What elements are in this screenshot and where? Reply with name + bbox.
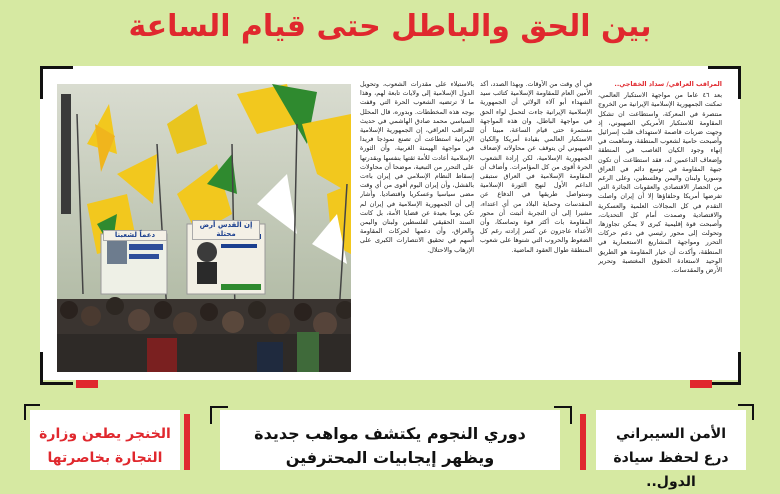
frame-tab-right (690, 380, 712, 388)
teaser-right[interactable] (596, 410, 746, 490)
article-column-3-text: بالاستيلاء على مقدرات الشعوب، وتحويل الدول الإسلامية إلى ولايات تابعة لهم، وهذا ما لا ترتضيه الشعوب الحرة التي وقفت بوجه هذه المخططات. وبدوره، قال المحلل السياسي محمد صادق الهاشمي في حديث للمراقب العراقي، إن الجمهورية الإسلامية الإيرانية استطاعت أن تصنع نموذجا فريدا في مواجهة الهيمنة الغربية، وأن الثورة الإسلامية أعادت للأمة ثقتها بنفسها وبقدرتها على التحرر من التبعية، موضحا أن محاولات إسقاط النظام الإسلامي في إيران باءت بالفشل، وأن إيران اليوم أقوى من أي وقت مضى سياسيا وعسكريا واقتصاديا. وأشار إلى أن الجمهورية الإسلامية في إيران لم تكن يوما بعيدة عن قضايا الأمة، بل كانت السند الحقيقي لفلسطين ولبنان واليمن والعراق، وأن دعمها لحركات المقاومة أسهم في تحقيق الانتصارات الكبرى على الإرهاب والاحتلال. (360, 80, 474, 254)
teaser-right-accent-bar (580, 414, 586, 470)
page-headline: بين الحق والباطل حتى قيام الساعة (128, 9, 652, 44)
teaser-right-corner (738, 404, 754, 420)
teaser-right-title[interactable]: الأمن السيبراني درع لحفظ سيادة الدول.. (613, 426, 729, 490)
article-column-2 (480, 80, 592, 376)
teaser-center-title[interactable]: دوري النجوم يكتشف مواهب جديدة ويظهر إيجابيات المحترفين (254, 424, 526, 467)
teaser-left[interactable] (30, 410, 180, 470)
teaser-left-title[interactable]: الخنجر يطعن وزارة التجارة بخاصرتها (39, 426, 171, 466)
photo-sign-jerusalem: إن القدس أرض محتلة (192, 220, 260, 240)
teaser-center[interactable] (220, 410, 560, 470)
article-byline: المراقب العراقي/ سداد الخفاجي.. (614, 80, 722, 88)
article-photo (57, 84, 351, 372)
photo-sign-support: دعماً لشعبنا (103, 230, 167, 241)
crowd (57, 297, 351, 372)
frame-tab-left (76, 380, 98, 388)
article-column-3 (360, 80, 474, 376)
teaser-left-accent-bar (184, 414, 190, 470)
article-column-1-text: بعد ٤٦ عاما من مواجهة الاستكبار العالمي، تمكنت الجمهورية الإسلامية الإيرانية من الخروج منتصرة في المعركة، واستطاعت ان تشكل المقاومة للاستكبار الأمريكي الصهيوني، إذ وجهت ضربات قاصمة لاستهداف قلب إسرائيل وأصبحت حامية لشعوب المنطقة، وساهمت في إنهاء وجود الكيان الغاصب في المنطقة وإضعاف الداعمين له، فقد استطاعت أن تكون جبهة المقاومة في توسع دائم في العراق وسوريا ولبنان واليمن وفلسطين، وعلى الرغم من الحصار الاقتصادي والعقوبات الجائرة التي تفرضها أمريكا وحلفاؤها إلا أن إيران واصلت التقدم في كل المجالات العلمية والعسكرية والاقتصادية وصمدت أمام كل التحديات، وأصبحت قوة إقليمية كبرى لا يمكن تجاوزها، وتحولت إلى محور رئيسي في دعم حركات التحرر ومواجهة المشاريع الاستعمارية في المنطقة، وأكدت أن خيار المقاومة هو الطريق الوحيد لاستعادة الحقوق المغتصبة وتحرير الأرض والمقدسات. (598, 91, 722, 275)
article-column-2-text: في أي وقت من الأوقات. وبهذا الصدد، أكد الأمين العام للمقاومة الإسلامية كتائب سيد الشهداء أبو آلاء الولائي أن الجمهورية الإسلامية الإيرانية جاءت لتحمل لواء الحق في مواجهة الباطل، وان هذه المواجهة مستمرة حتى قيام الساعة، مبينا أن الاستكبار العالمي بقيادة أمريكا والكيان الصهيوني لن يتوقف عن محاولاته لإضعاف الجمهورية الإسلامية، لكن إرادة الشعوب الحرة أقوى من كل المؤامرات. وأضاف أن المقاومة الإسلامية في العراق ستبقى الداعم الأول لنهج الثورة الإسلامية وستواصل طريقها في الدفاع عن المقدسات وحماية البلاد من أي اعتداء، مشيرا إلى أن التجربة أثبتت أن محور المقاومة بات أكثر قوة وتماسكا، وأن الأعداء عاجزون عن كسر إرادته رغم كل الضغوط والحروب التي شنوها على شعوب المنطقة طوال العقود الماضية. (480, 80, 592, 254)
article-column-1 (598, 80, 722, 376)
